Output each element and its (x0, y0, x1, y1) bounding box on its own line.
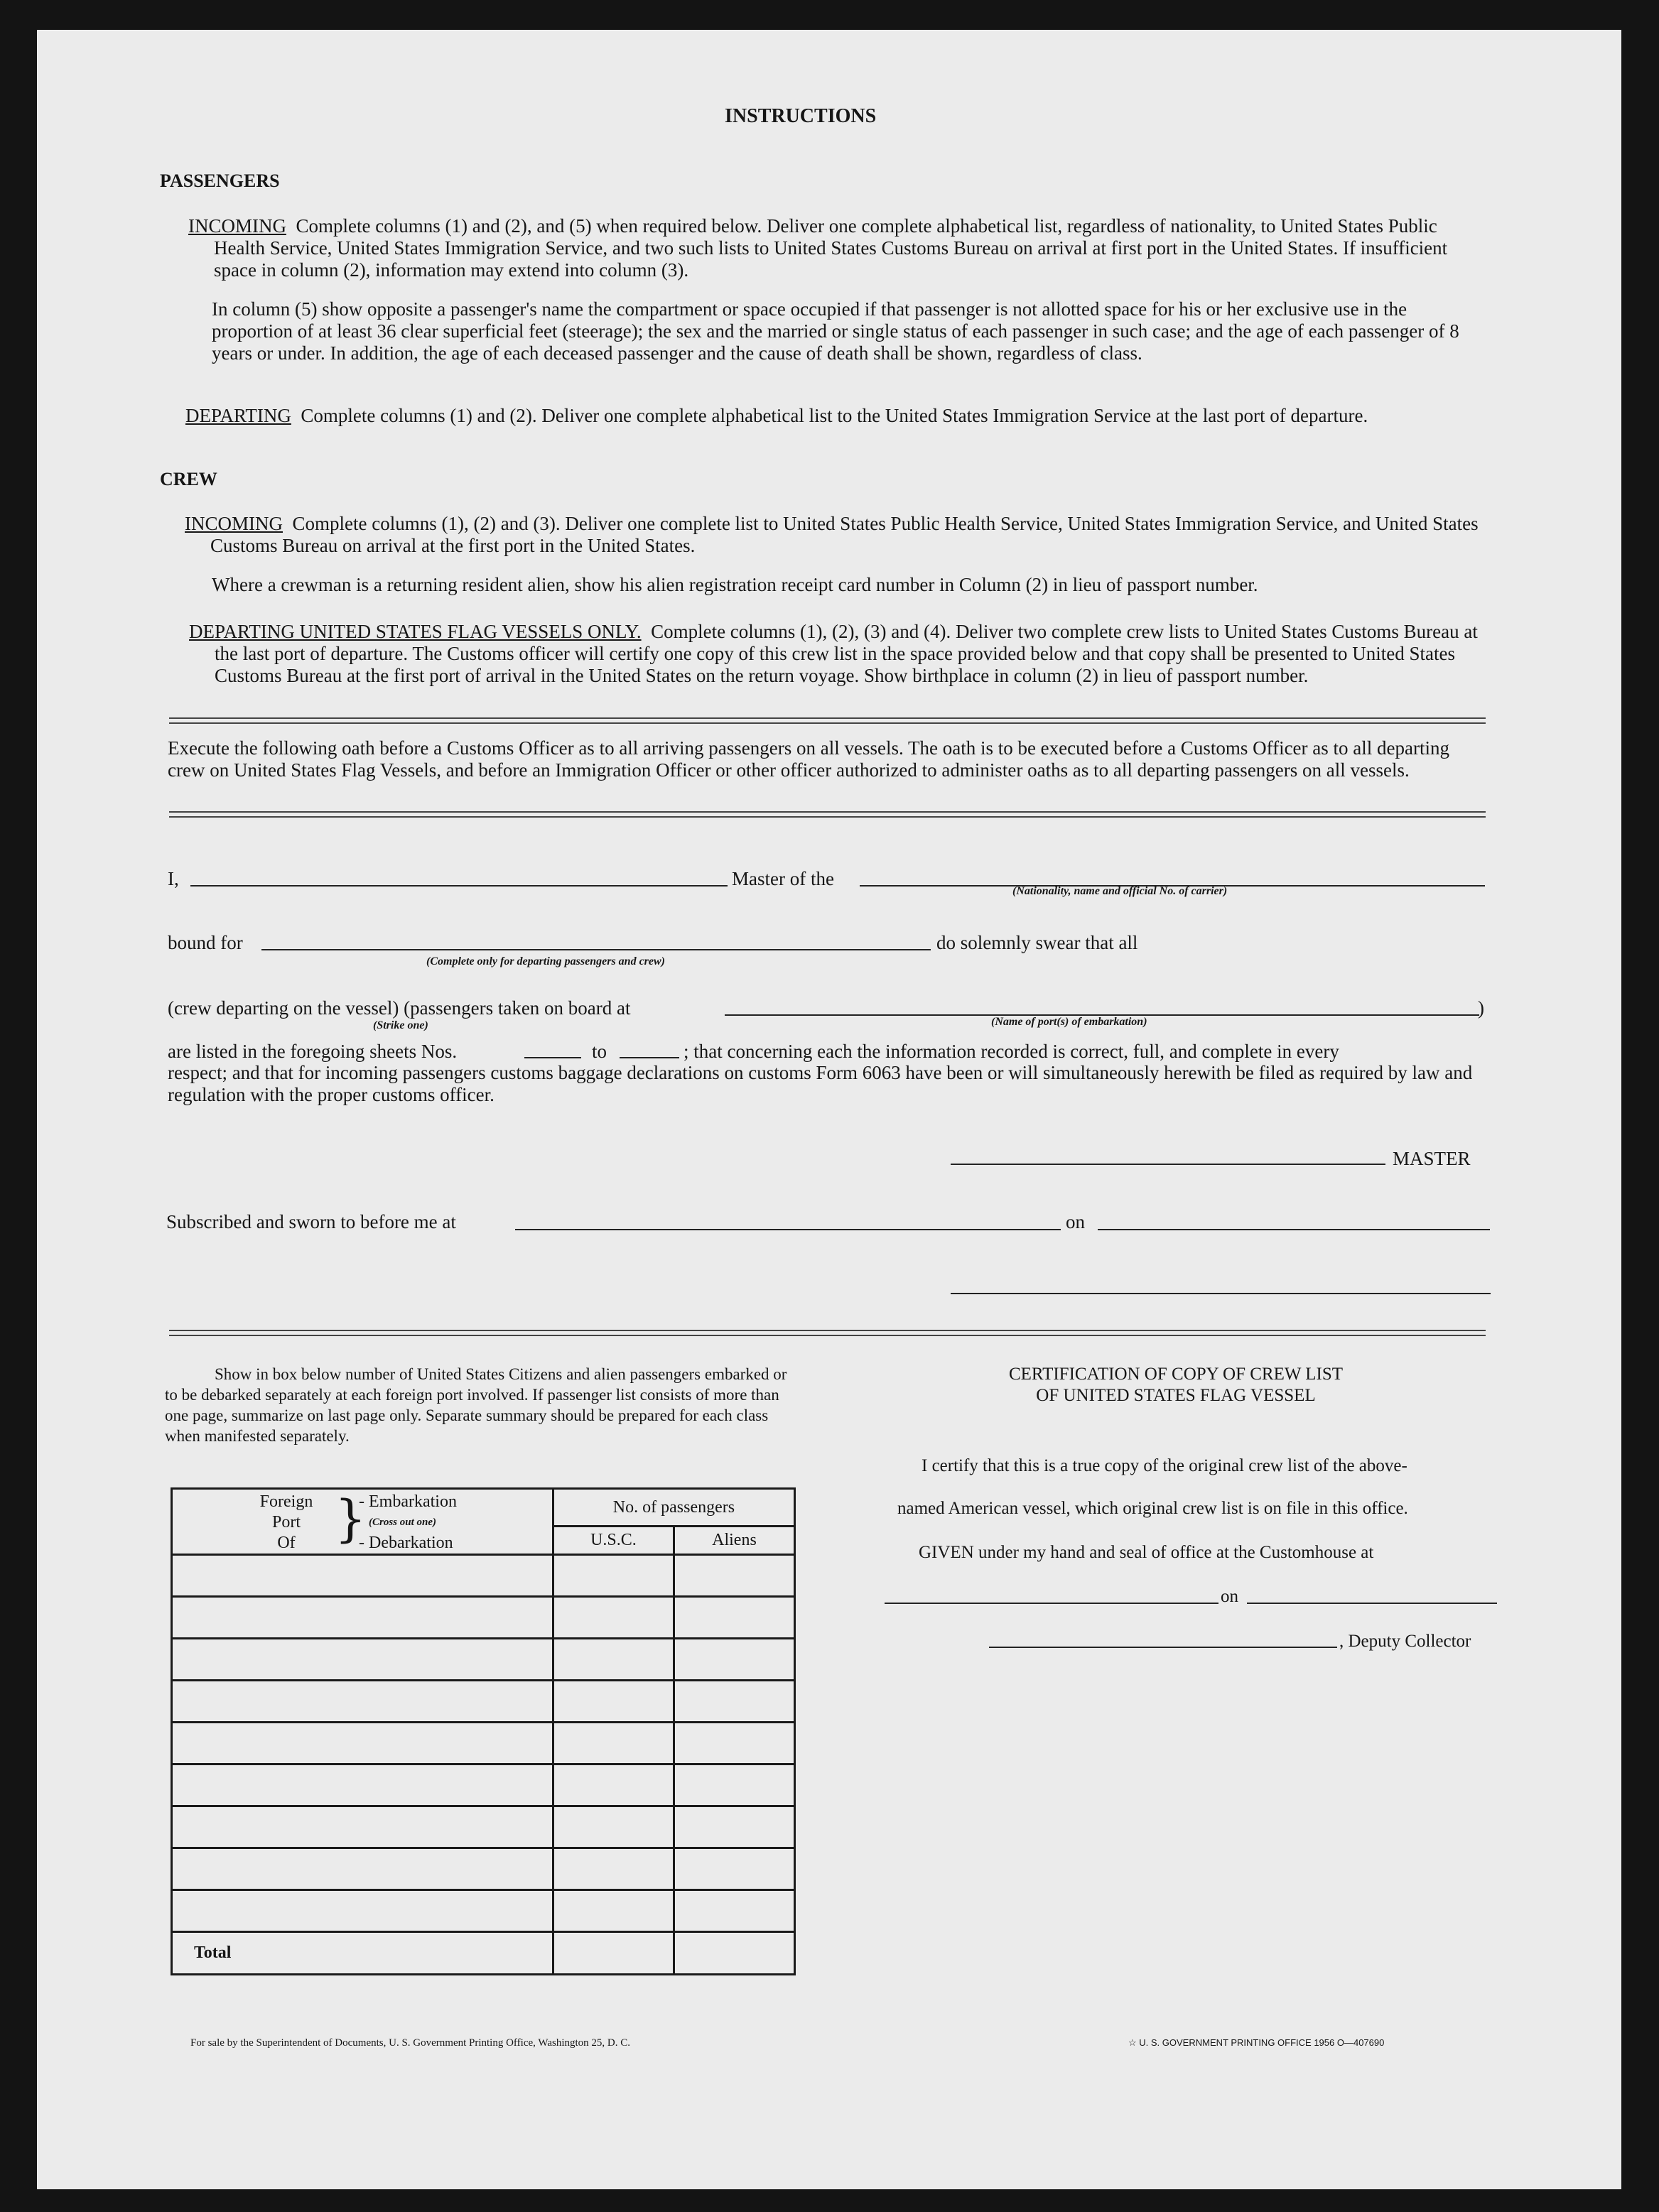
brace-icon: } (335, 1490, 367, 1548)
passengers-incoming-label: INCOMING (188, 215, 286, 237)
master-of-the-label: Master of the (732, 868, 834, 889)
crew-departing-label: DEPARTING UNITED STATES FLAG VESSELS ONLY. (189, 621, 642, 642)
officer-signature-field[interactable] (951, 1293, 1491, 1294)
port-cell[interactable] (172, 1806, 553, 1848)
passengers-departing-paragraph (185, 405, 1486, 427)
passenger-summary-table (171, 1487, 796, 1975)
usc-cell[interactable] (553, 1555, 674, 1597)
crew-departing-label: (crew departing on the vessel) (passengers taken on board at (168, 997, 631, 1019)
subscribed-label: Subscribed and sworn to before me at (166, 1211, 456, 1232)
port-label: Port (271, 1513, 301, 1531)
listed-label-c: respect; and that for incoming passengers customs baggage declarations on customs Form 6063 have been or will simultaneously herewith be filed as required by law and regulation with the proper customs officer. (168, 1062, 1473, 1105)
port-header-cell (172, 1489, 553, 1555)
crew-heading: CREW (160, 469, 217, 489)
divider (169, 1330, 1486, 1336)
usc-cell[interactable] (553, 1764, 674, 1806)
port-cell[interactable] (172, 1764, 553, 1806)
port-cell[interactable] (172, 1555, 553, 1597)
total-label: Total (172, 1932, 553, 1975)
footer-left: For sale by the Superintendent of Documents, U. S. Government Printing Office, Washington 25, D. C. (190, 2037, 630, 2049)
footer-right: ☆ U. S. GOVERNMENT PRINTING OFFICE 1956 O—407690 (1128, 2037, 1385, 2048)
listed-label-a: are listed in the foregoing sheets Nos. (168, 1041, 458, 1062)
carrier-caption: (Nationality, name and official No. of carrier) (1012, 885, 1228, 897)
port-cell[interactable] (172, 1723, 553, 1764)
usc-header: U.S.C. (553, 1527, 674, 1555)
sheet-to-field[interactable] (620, 1057, 679, 1058)
oath-intro: Execute the following oath before a Customs Officer as to all arriving passengers on all vessels. The oath is to be executed before a Customs Officer as to all departing crew on United States Flag Vessels, and before an Immigration Officer or other officer authorized to administer oaths as to all departing passengers on all vessels. (168, 737, 1449, 781)
total-usc-cell[interactable] (553, 1932, 674, 1975)
strike-one-caption: (Strike one) (373, 1019, 428, 1031)
given-label: GIVEN under my hand and seal of office at the Customhouse at (919, 1543, 1374, 1562)
close-paren: ) (1478, 997, 1484, 1019)
debarkation-label: - Debarkation (359, 1534, 453, 1552)
total-aliens-cell[interactable] (674, 1932, 794, 1975)
master-signature-field[interactable] (951, 1164, 1385, 1165)
certification-heading-1: CERTIFICATION OF COPY OF CREW LIST (1008, 1365, 1344, 1384)
usc-cell[interactable] (553, 1848, 674, 1890)
no-of-passengers-header: No. of passengers (553, 1489, 794, 1527)
summary-instructions: Show in box below number of United States Citizens and alien passengers embarked or to be debarked separately at each foreign port involved. If passenger list consists of more than one page, summarize on last page only. Separate summary should be prepared for each class when manifested separately. (165, 1365, 787, 1445)
bound-for-label: bound for (168, 932, 243, 953)
usc-cell[interactable] (553, 1597, 674, 1639)
divider (169, 717, 1486, 724)
bound-for-field[interactable] (261, 949, 931, 950)
aliens-cell[interactable] (674, 1597, 794, 1639)
certification-heading (874, 1364, 1478, 1406)
deputy-signature-field[interactable] (989, 1647, 1337, 1648)
departing-caption: (Complete only for departing passengers and crew) (426, 955, 665, 967)
certify-line-1: I certify that this is a true copy of the original crew list of the above- (922, 1456, 1407, 1475)
certification-date-field[interactable] (1247, 1603, 1497, 1604)
passengers-departing-text: Complete columns (1) and (2). Deliver one complete alphabetical list to the United States Immigration Service at the last port of departure. (301, 405, 1368, 426)
subscribed-place-field[interactable] (515, 1229, 1061, 1230)
crew-resident-paragraph: Where a crewman is a returning resident alien, show his alien registration receipt card number in Column (2) in lieu of passport number. (212, 574, 1258, 595)
crew-incoming-paragraph (185, 513, 1482, 557)
cross-out-label: (Cross out one) (369, 1517, 437, 1528)
embarkation-label: - Embarkation (359, 1492, 457, 1511)
oath-i-label: I, (168, 868, 179, 889)
certification-on-label: on (1221, 1587, 1238, 1606)
of-label: Of (277, 1534, 296, 1552)
aliens-cell[interactable] (674, 1681, 794, 1723)
certification-heading-2: OF UNITED STATES FLAG VESSEL (1036, 1386, 1316, 1405)
listed-label-b: ; that concerning each the information recorded is correct, full, and complete in every (683, 1041, 1339, 1062)
subscribed-date-field[interactable] (1098, 1229, 1490, 1230)
aliens-cell[interactable] (674, 1848, 794, 1890)
aliens-cell[interactable] (674, 1555, 794, 1597)
aliens-cell[interactable] (674, 1639, 794, 1681)
port-caption: (Name of port(s) of embarkation) (991, 1016, 1147, 1028)
usc-cell[interactable] (553, 1890, 674, 1932)
port-cell[interactable] (172, 1890, 553, 1932)
usc-cell[interactable] (553, 1723, 674, 1764)
crew-incoming-text: Complete columns (1), (2) and (3). Deliver one complete list to United States Public Health Service, United States Immigration Service, and United States Customs Bureau on arrival at the first port in the United States. (210, 513, 1479, 556)
swear-label: do solemnly swear that all (936, 932, 1138, 953)
aliens-header: Aliens (674, 1527, 794, 1555)
usc-cell[interactable] (553, 1681, 674, 1723)
port-cell[interactable] (172, 1597, 553, 1639)
listed-to-label: to (592, 1041, 607, 1062)
foreign-label: Foreign (259, 1492, 313, 1511)
deputy-collector-label: , Deputy Collector (1339, 1632, 1471, 1651)
aliens-cell[interactable] (674, 1764, 794, 1806)
port-cell[interactable] (172, 1639, 553, 1681)
crew-incoming-label: INCOMING (185, 513, 283, 534)
page-title: INSTRUCTIONS (725, 105, 877, 127)
subscribed-on-label: on (1066, 1211, 1085, 1232)
crew-departing-text: Complete columns (1), (2), (3) and (4). Deliver two complete crew lists to United States Customs Bureau at the last port of departure. The Customs officer will certify one copy of this crew list in the space provided below and that copy shall be presented to United States Customs Bureau at the first port of arrival in the United States on the return voyage. Show birthplace in column (2) in lieu of passport number. (215, 621, 1478, 686)
usc-cell[interactable] (553, 1639, 674, 1681)
passengers-column5-paragraph: In column (5) show opposite a passenger's name the compartment or space occupied if that passenger is not allotted space for his or her exclusive use in the proportion of at least 36 clear superficial feet (steerage); the sex and the married or single status of each passenger in such case; and the age of each passenger of 8 years or under. In addition, the age of each deceased passenger and the cause of death shall be shown, regardless of class. (212, 298, 1459, 364)
master-label: MASTER (1393, 1148, 1471, 1169)
sheet-from-field[interactable] (524, 1057, 581, 1058)
port-cell[interactable] (172, 1848, 553, 1890)
master-name-field[interactable] (190, 885, 728, 887)
aliens-cell[interactable] (674, 1890, 794, 1932)
customhouse-field[interactable] (885, 1603, 1218, 1604)
port-cell[interactable] (172, 1681, 553, 1723)
passengers-heading: PASSENGERS (160, 170, 280, 191)
aliens-cell[interactable] (674, 1723, 794, 1764)
aliens-cell[interactable] (674, 1806, 794, 1848)
passengers-incoming-paragraph (188, 215, 1486, 281)
certify-line-2: named American vessel, which original crew list is on file in this office. (897, 1499, 1408, 1518)
usc-cell[interactable] (553, 1806, 674, 1848)
passengers-departing-label: DEPARTING (185, 405, 291, 426)
passengers-incoming-text: Complete columns (1) and (2), and (5) when required below. Deliver one complete alphabetical list, regardless of nationality, to United States Public Health Service, United States Immigration Service, and two such lists to United States Customs Bureau on arrival at first port in the United States. If insufficient space in column (2), information may extend into column (3). (214, 215, 1448, 281)
crew-departing-paragraph (189, 621, 1486, 687)
divider (169, 811, 1486, 818)
